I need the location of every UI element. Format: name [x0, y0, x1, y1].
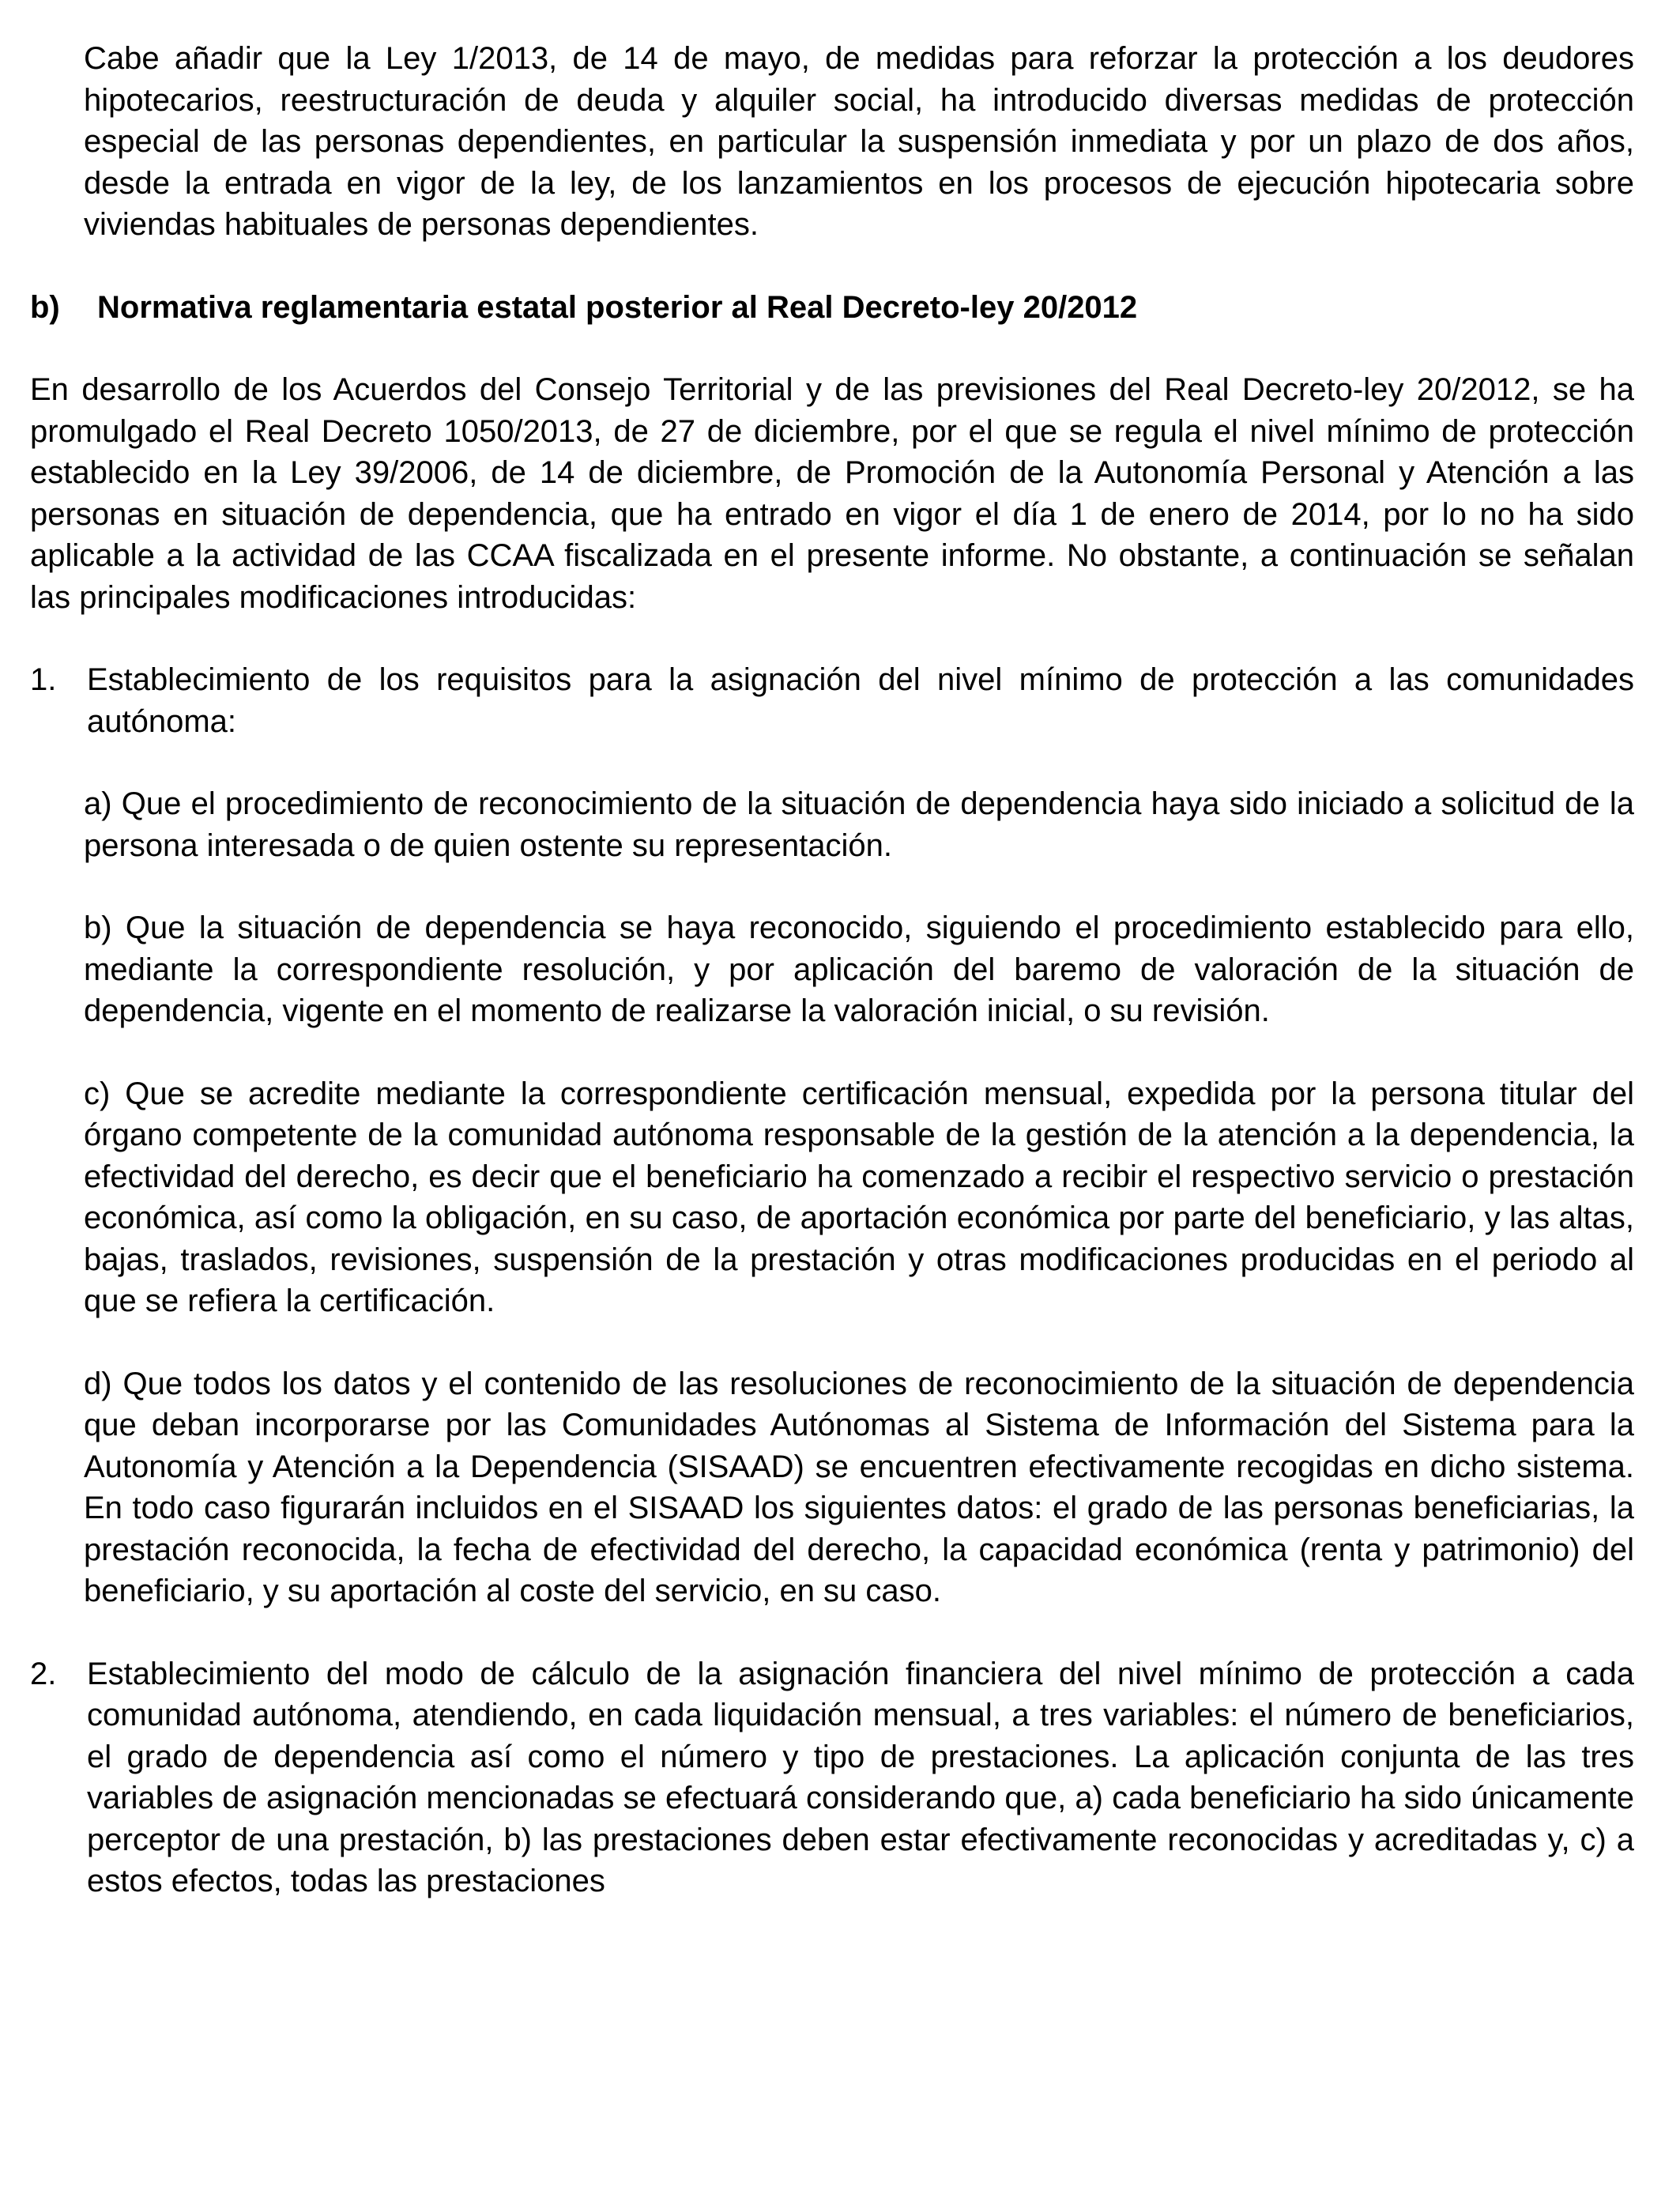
section-paragraph: En desarrollo de los Acuerdos del Consejo Territorial y de las previsiones del Real Decreto-ley 20/2012, se ha promulgado el Real Decreto 1050/2013, de 27 de diciembre, por el que se regula el nivel mínimo de protección establecido en la Ley 39/2006, de 14 de diciembre, de Promoción de la Autonomía Personal y Atención a las personas en situación de dependencia, que ha entrado en vigor el día 1 de enero de 2014, por lo no ha sido aplicable a la actividad de las CCAA fiscalizada en el presente informe. No obstante, a continuación se señalan las principales modificaciones introducidas: — [30, 372, 1634, 615]
section-heading-marker: b) — [30, 289, 60, 325]
list-item-1 — [30, 659, 1634, 742]
list-item-2 — [30, 1653, 1634, 1902]
subitem-a: a) Que el procedimiento de reconocimiento de la situación de dependencia haya sido iniciado a solicitud de la persona interesada o de quien ostente su representación. — [84, 786, 1634, 863]
subitem-c: c) Que se acredite mediante la correspondiente certificación mensual, expedida por la persona titular del órgano competente de la comunidad autónoma responsable de la gestión de la atención a la dependencia, la efectividad del derecho, es decir que el beneficiario ha comenzado a recibir el respectivo servicio o prestación económica, así como la obligación, en su caso, de aportación económica por parte del beneficiario, y las altas, bajas, traslados, revisiones, suspensión de la prestación y otras modificaciones producidas en el periodo al que se refiera la certificación. — [84, 1076, 1634, 1318]
section-heading-title: Normativa reglamentaria estatal posterior al Real Decreto-ley 20/2012 — [97, 289, 1138, 325]
intro-paragraph: Cabe añadir que la Ley 1/2013, de 14 de mayo, de medidas para reforzar la protección a los deudores hipotecarios, reestructuración de deuda y alquiler social, ha introducido diversas medidas de protección especial de las personas dependientes, en particular la suspensión inmediata y por un plazo de dos años, desde la entrada en vigor de la ley, de los lanzamientos en los procesos de ejecución hipotecaria sobre viviendas habituales de personas dependientes. — [84, 41, 1634, 242]
list-item-number: 1. — [30, 662, 57, 697]
list-item-text: Establecimiento de los requisitos para la asignación del nivel mínimo de protección a las comunidades autónoma: — [87, 662, 1634, 739]
list-item-text: Establecimiento del modo de cálculo de la asignación financiera del nivel mínimo de protección a cada comunidad autónoma, atendiendo, en cada liquidación mensual, a tres variables: el número de beneficiarios, el grado de dependencia así como el número y tipo de prestaciones. La aplicación conjunta de las tres variables de asignación mencionadas se efectuará considerando que, a) cada beneficiario ha sido únicamente perceptor de una prestación, b) las prestaciones deben estar efectivamente reconocidas y acreditadas y, c) a estos efectos, todas las prestaciones — [87, 1656, 1634, 1898]
list-item-number: 2. — [30, 1656, 57, 1691]
section-heading — [30, 287, 1634, 329]
subitem-b: b) Que la situación de dependencia se haya reconocido, siguiendo el procedimiento establecido para ello, mediante la correspondiente resolución, y por aplicación del baremo de valoración de la situación de dependencia, vigente en el momento de realizarse la valoración inicial, o su revisión. — [84, 910, 1634, 1028]
subitem-d: d) Que todos los datos y el contenido de las resoluciones de reconocimiento de la situación de dependencia que deban incorporarse por las Comunidades Autónomas al Sistema de Información del Sistema para la Autonomía y Atención a la Dependencia (SISAAD) se encuentren efectivamente recogidas en dicho sistema. En todo caso figurarán incluidos en el SISAAD los siguientes datos: el grado de las personas beneficiarias, la prestación reconocida, la fecha de efectividad del derecho, la capacidad económica (renta y patrimonio) del beneficiario, y su aportación al coste del servicio, en su caso. — [84, 1366, 1634, 1608]
document-page — [30, 38, 1634, 1902]
